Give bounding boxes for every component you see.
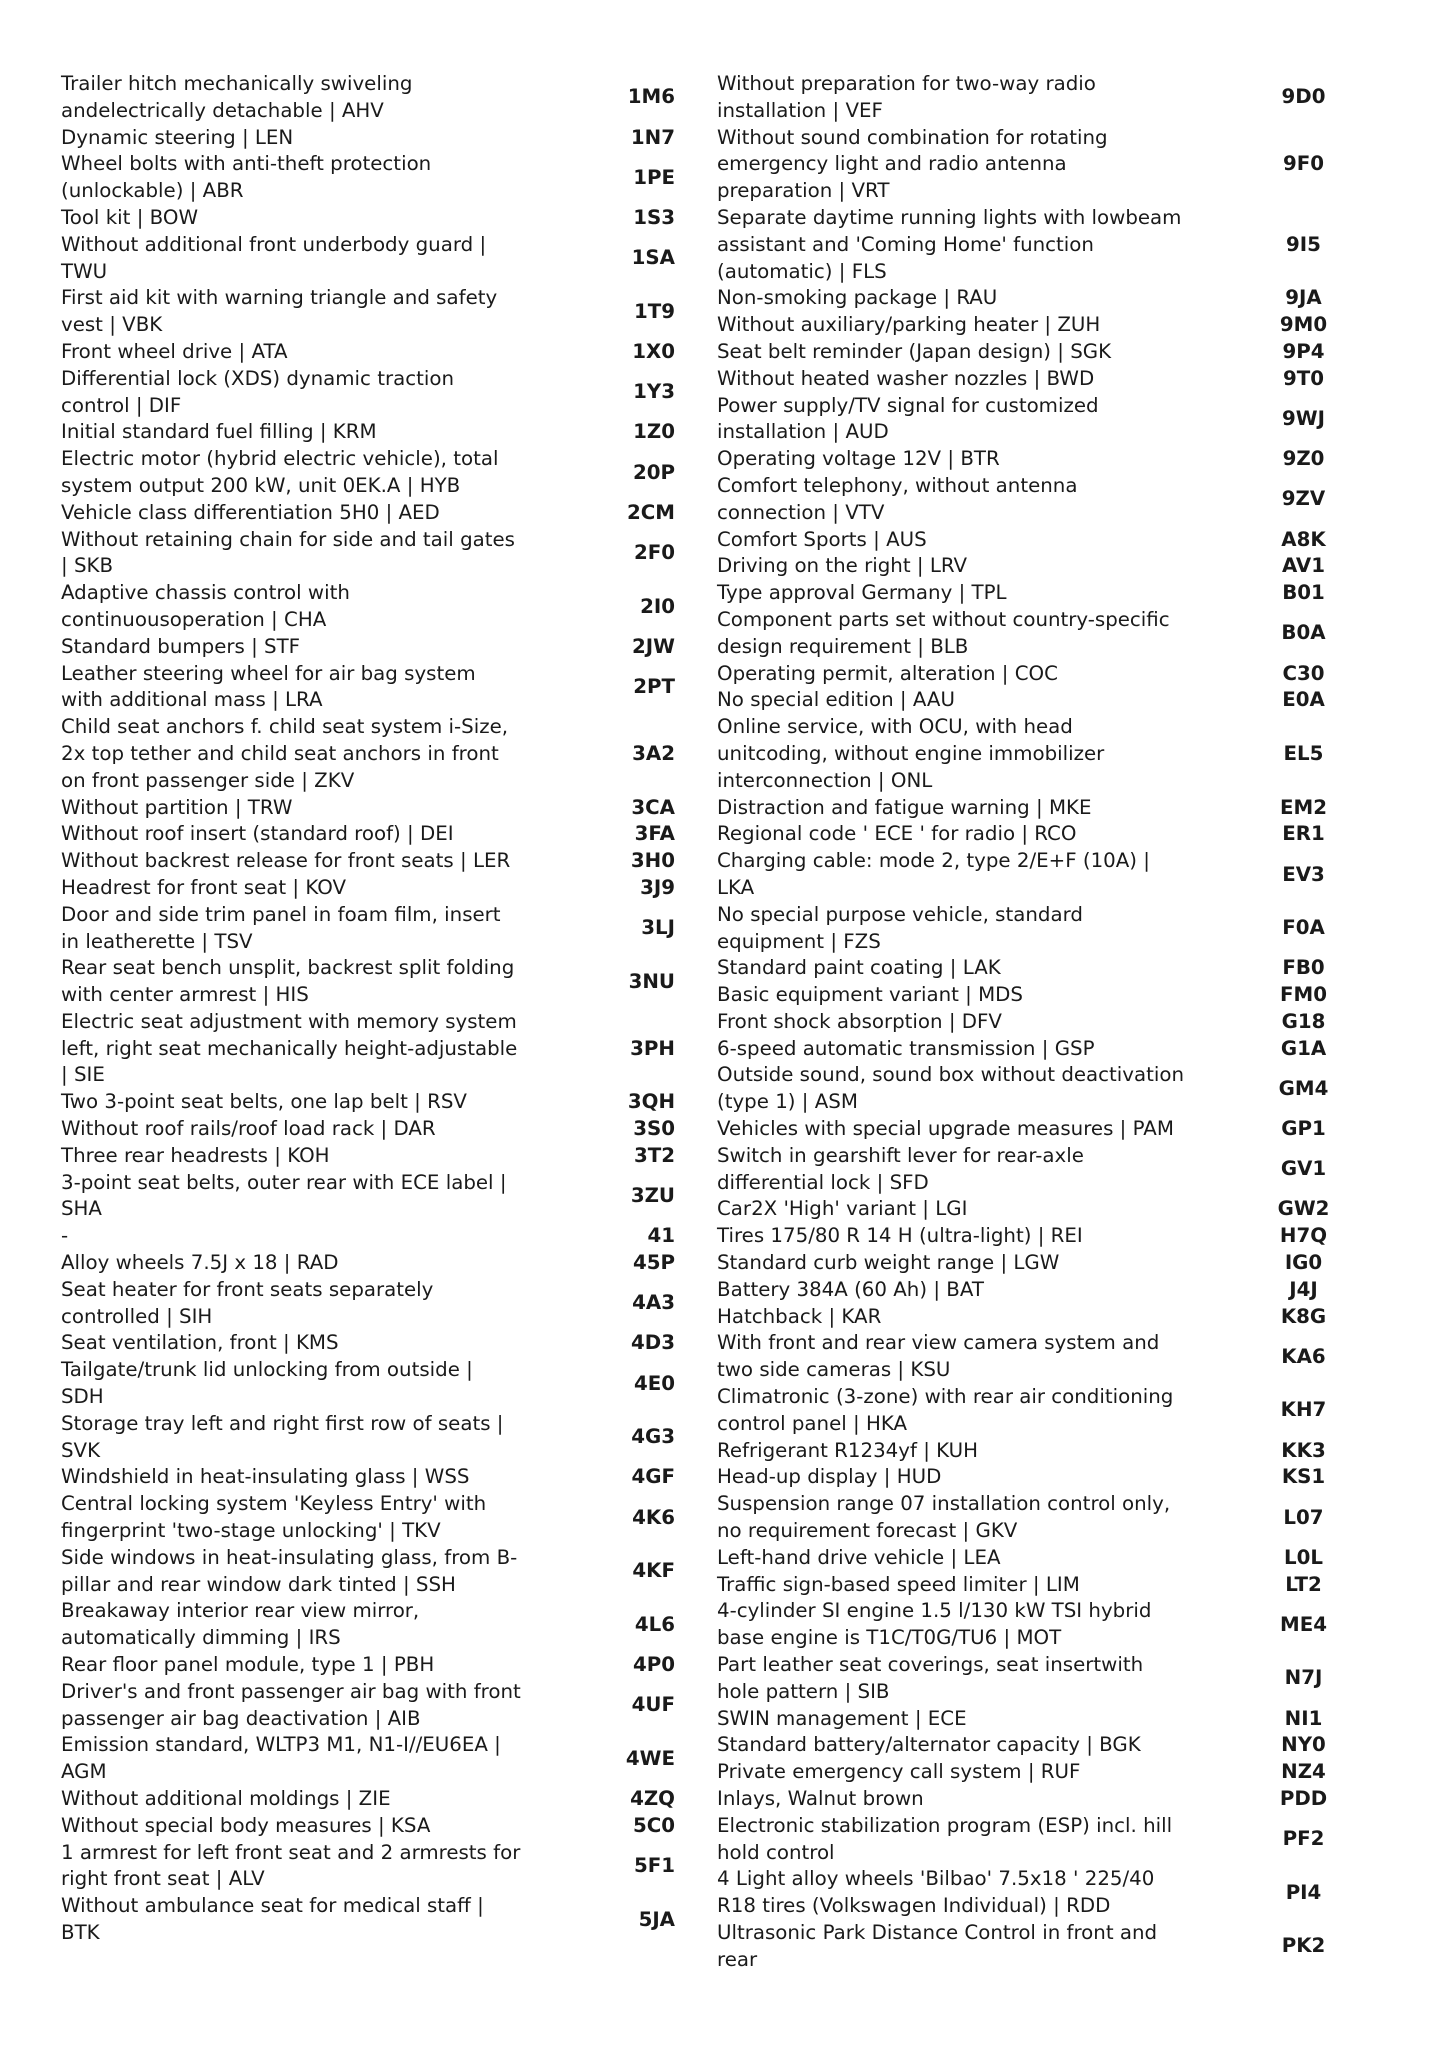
option-description: Car2X 'High' variant | LGI — [717, 1197, 968, 1221]
option-description: Without special body measures | KSA — [61, 1813, 431, 1837]
option-description: Without backrest release for front seats | LER — [61, 849, 511, 873]
option-description: Three rear headrests | KOH — [61, 1143, 330, 1167]
option-code: 2PT — [633, 674, 675, 698]
option-code: F0A — [1282, 916, 1325, 940]
option-row — [61, 1411, 761, 1465]
option-code: 4D3 — [631, 1331, 675, 1355]
option-code: 3FA — [634, 822, 675, 846]
option-description: Basic equipment variant | MDS — [717, 983, 1023, 1007]
option-row — [717, 1813, 1370, 1867]
option-description: Breakaway interior rear view mirror, automatically dimming | IRS — [61, 1599, 420, 1650]
option-description: Driving on the right | LRV — [717, 554, 968, 578]
option-row — [61, 661, 761, 715]
option-description: Battery 384A (60 Ah) | BAT — [717, 1277, 984, 1301]
option-description: Vehicle class differentiation 5H0 | AED — [61, 500, 440, 524]
option-row — [717, 1116, 1370, 1143]
option-code: PI4 — [1285, 1880, 1322, 1904]
option-code: PF2 — [1282, 1827, 1325, 1851]
option-description: Without auxiliary/parking heater | ZUH — [717, 313, 1101, 337]
option-row — [717, 1277, 1370, 1304]
option-row — [717, 527, 1370, 554]
option-code: FM0 — [1280, 983, 1327, 1007]
option-description: Comfort Sports | AUS — [717, 527, 927, 551]
option-code: ME4 — [1280, 1612, 1327, 1636]
option-row — [717, 71, 1370, 125]
option-row — [61, 1009, 761, 1089]
option-row — [717, 795, 1370, 822]
option-description: Hatchback | KAR — [717, 1304, 882, 1328]
option-description: Trailer hitch mechanically swiveling andelectrically detachable | AHV — [61, 72, 413, 122]
option-row — [61, 580, 761, 634]
option-code: 4G3 — [631, 1425, 675, 1449]
option-code: 3QH — [627, 1090, 675, 1114]
option-code: 9WJ — [1282, 406, 1325, 430]
option-code: PK2 — [1281, 1934, 1326, 1958]
option-row — [717, 982, 1370, 1009]
option-description: Alloy wheels 7.5J x 18 | RAD — [61, 1251, 339, 1275]
option-description: Storage tray left and right first row of seats | SVK — [61, 1411, 504, 1462]
option-row — [717, 1786, 1370, 1813]
option-code: N7J — [1284, 1666, 1323, 1690]
option-row — [61, 366, 761, 420]
option-row — [61, 848, 761, 875]
option-row — [61, 875, 761, 902]
option-code: 2I0 — [640, 594, 675, 618]
option-description: Dynamic steering | LEN — [61, 125, 294, 149]
option-row — [717, 1732, 1370, 1759]
option-description: Rear floor panel module, type 1 | PBH — [61, 1653, 435, 1677]
option-code: 3T2 — [633, 1143, 675, 1167]
option-row — [61, 955, 761, 1009]
option-code: 3CA — [631, 795, 675, 819]
option-row — [717, 1223, 1370, 1250]
option-row — [61, 500, 761, 527]
option-row — [61, 1330, 761, 1357]
option-code: A8K — [1281, 527, 1326, 551]
option-description: 1 armrest for left front seat and 2 armrests for right front seat | ALV — [61, 1840, 521, 1891]
option-code: 9T0 — [1282, 366, 1325, 390]
option-code: 2JW — [632, 634, 675, 658]
option-description: 4-cylinder SI engine 1.5 l/130 kW TSI hybrid base engine is T1C/T0G/TU6 | MOT — [717, 1599, 1152, 1650]
option-code: NZ4 — [1281, 1760, 1326, 1784]
option-row — [717, 661, 1370, 688]
option-code: EV3 — [1282, 862, 1325, 886]
option-code: 4WE — [625, 1746, 675, 1770]
option-row — [61, 151, 761, 205]
option-row — [61, 446, 761, 500]
option-code: 3J9 — [640, 875, 675, 899]
option-code: C30 — [1282, 661, 1325, 685]
option-code: 4KF — [632, 1559, 675, 1583]
option-row — [717, 553, 1370, 580]
option-description: 4 Light alloy wheels 'Bilbao' 7.5x18 ' 225/40 R18 tires (Volkswagen Individual) | RDD — [717, 1867, 1155, 1918]
option-description: - — [61, 1224, 69, 1248]
option-row — [61, 1116, 761, 1143]
option-code: 9ZV — [1281, 487, 1326, 511]
option-description: Without sound combination for rotating emergency light and radio antenna preparation | VRT — [717, 125, 1108, 203]
option-description: Differential lock (XDS) dynamic traction control | DIF — [61, 366, 454, 417]
option-code: 1T9 — [633, 299, 675, 323]
option-row — [717, 366, 1370, 393]
option-description: Seat heater for front seats separately controlled | SIH — [61, 1277, 434, 1328]
option-code: 2F0 — [633, 540, 675, 564]
option-code: 1N7 — [630, 125, 675, 149]
option-row — [717, 714, 1370, 794]
option-description: With front and rear view camera system and two side cameras | KSU — [717, 1331, 1160, 1382]
option-code: E0A — [1282, 688, 1325, 712]
option-row — [717, 848, 1370, 902]
option-row — [717, 1304, 1370, 1331]
option-code: LT2 — [1285, 1572, 1322, 1596]
option-description: Without heated washer nozzles | BWD — [717, 366, 1095, 390]
option-code: 4A3 — [632, 1291, 675, 1315]
option-row — [717, 1143, 1370, 1197]
option-row — [717, 1920, 1370, 1974]
option-code: NI1 — [1284, 1706, 1323, 1730]
option-description: Component parts set without country-specific design requirement | BLB — [717, 607, 1170, 658]
option-row — [717, 1706, 1370, 1733]
option-row — [61, 1491, 761, 1545]
option-description: Front shock absorption | DFV — [717, 1009, 1002, 1033]
option-code: FB0 — [1282, 956, 1325, 980]
option-row — [61, 232, 761, 286]
option-description: Without partition | TRW — [61, 795, 293, 819]
option-code: 3NU — [628, 969, 675, 993]
option-description: Refrigerant R1234yf | KUH — [717, 1438, 978, 1462]
option-description: Windshield in heat-insulating glass | WSS — [61, 1465, 470, 1489]
option-code: 1M6 — [627, 85, 675, 109]
option-code: KK3 — [1281, 1438, 1326, 1462]
option-description: Electric motor (hybrid electric vehicle), total system output 200 kW, unit 0EK.A | HYB — [61, 447, 499, 497]
option-description: Comfort telephony, without antenna connection | VTV — [717, 473, 1078, 524]
option-description: Power supply/TV signal for customized installation | AUD — [717, 393, 1099, 444]
option-code: GP1 — [1281, 1117, 1326, 1141]
option-row — [61, 1357, 761, 1411]
option-code: 4ZQ — [630, 1787, 675, 1810]
option-row — [61, 1813, 761, 1840]
option-code: 4K6 — [632, 1505, 675, 1529]
option-code: 9D0 — [1281, 85, 1326, 109]
option-row — [61, 1598, 761, 1652]
right-column — [717, 71, 1370, 1974]
option-description: No special purpose vehicle, standard equipment | FZS — [717, 902, 1083, 953]
option-row — [717, 1545, 1370, 1572]
option-code: IG0 — [1284, 1251, 1323, 1275]
option-code: 4UF — [631, 1693, 675, 1717]
option-description: Switch in gearshift lever for rear-axle differential lock | SFD — [717, 1143, 1084, 1194]
option-description: Adaptive chassis control with continuousoperation | CHA — [61, 581, 350, 631]
option-description: Distraction and fatigue warning | MKE — [717, 795, 1092, 819]
option-code: L07 — [1283, 1505, 1324, 1529]
option-code: 1X0 — [632, 339, 675, 363]
option-row — [61, 125, 761, 152]
option-row — [717, 1652, 1370, 1706]
option-description: Ultrasonic Park Distance Control in front and rear — [717, 1920, 1158, 1971]
option-row — [61, 1143, 761, 1170]
option-row — [717, 902, 1370, 956]
option-description: Two 3-point seat belts, one lap belt | RSV — [61, 1090, 467, 1114]
option-description: Without additional front underbody guard | TWU — [61, 232, 487, 283]
option-row — [717, 955, 1370, 982]
option-description: Wheel bolts with anti-theft protection (unlockable) | ABR — [61, 152, 432, 203]
option-row — [717, 339, 1370, 366]
option-code: 9I5 — [1286, 232, 1321, 256]
option-row — [717, 1384, 1370, 1438]
option-row — [61, 634, 761, 661]
option-row — [717, 580, 1370, 607]
option-row — [61, 1545, 761, 1599]
option-row — [61, 821, 761, 848]
option-description: Online service, with OCU, with head unitcoding, without engine immobilizer interconnection | ONL — [717, 715, 1105, 792]
option-row — [61, 902, 761, 956]
option-row — [717, 473, 1370, 527]
option-row — [717, 1330, 1370, 1384]
option-code: 3ZU — [630, 1184, 675, 1208]
option-row — [717, 1062, 1370, 1116]
option-description: Inlays, Walnut brown — [717, 1787, 924, 1810]
option-description: Seat ventilation, front | KMS — [61, 1331, 339, 1355]
option-code: 41 — [647, 1224, 675, 1248]
option-code: 5JA — [638, 1907, 675, 1931]
option-row — [717, 1572, 1370, 1599]
option-code: 9F0 — [1282, 152, 1325, 176]
option-description: Electric seat adjustment with memory system left, right seat mechanically height-adjustable | SIE — [61, 1009, 518, 1087]
option-description: Standard battery/alternator capacity | BGK — [717, 1733, 1141, 1757]
option-description: Outside sound, sound box without deactivation (type 1) | ASM — [717, 1063, 1185, 1114]
option-row — [717, 285, 1370, 312]
option-code: 9M0 — [1279, 313, 1328, 337]
option-row — [61, 714, 761, 794]
option-row — [717, 607, 1370, 661]
option-description: Regional code ' ECE ' for radio | RCO — [717, 822, 1077, 846]
option-row — [717, 1196, 1370, 1223]
option-code: G18 — [1281, 1009, 1326, 1033]
option-row — [717, 1759, 1370, 1786]
option-description: Emission standard, WLTP3 M1, N1-I//EU6EA | AGM — [61, 1733, 501, 1784]
option-description: Without roof rails/roof load rack | DAR — [61, 1117, 436, 1141]
option-description: Tires 175/80 R 14 H (ultra-light) | REI — [717, 1224, 1083, 1248]
option-code: 4P0 — [632, 1653, 675, 1677]
option-description: Type approval Germany | TPL — [717, 581, 1007, 605]
option-row — [717, 205, 1370, 285]
option-row — [61, 1840, 761, 1894]
option-description: Operating permit, alteration | COC — [717, 661, 1058, 685]
option-row — [717, 821, 1370, 848]
option-description: Without roof insert (standard roof) | DEI — [61, 822, 454, 846]
option-description: Initial standard fuel filling | KRM — [61, 420, 377, 444]
option-description: Seat belt reminder (Japan design) | SGK — [717, 339, 1112, 363]
option-row — [61, 1786, 761, 1813]
option-code: 3S0 — [633, 1117, 675, 1141]
option-code: 2CM — [627, 500, 675, 524]
option-code: 3A2 — [632, 741, 675, 765]
option-row — [61, 1250, 761, 1277]
option-row — [61, 1170, 761, 1224]
option-row — [61, 1223, 761, 1250]
option-row — [717, 446, 1370, 473]
option-description: Without preparation for two-way radio installation | VEF — [717, 72, 1096, 122]
option-code: PDD — [1279, 1787, 1328, 1810]
option-code: 1Y3 — [633, 380, 675, 404]
option-row — [61, 419, 761, 446]
option-description: Charging cable: mode 2, type 2/E+F (10A) | LKA — [717, 849, 1150, 899]
option-description: Without additional moldings | ZIE — [61, 1787, 391, 1810]
option-code: NY0 — [1281, 1733, 1326, 1757]
option-description: 6-speed automatic transmission | GSP — [717, 1036, 1095, 1060]
option-description: Part leather seat coverings, seat insertwith hole pattern | SIB — [717, 1653, 1144, 1703]
option-code: 1PE — [633, 165, 675, 189]
option-code: 1Z0 — [633, 420, 675, 444]
option-code: 5F1 — [633, 1853, 675, 1877]
option-code: L0L — [1284, 1545, 1323, 1569]
option-row — [717, 125, 1370, 205]
option-code: GW2 — [1277, 1197, 1330, 1221]
option-code: 4E0 — [633, 1371, 675, 1395]
option-row — [61, 1652, 761, 1679]
option-description: Standard curb weight range | LGW — [717, 1251, 1060, 1275]
option-code: 20P — [632, 460, 675, 484]
option-code: 5C0 — [632, 1813, 675, 1837]
option-description: Private emergency call system | RUF — [717, 1760, 1081, 1784]
option-code: GV1 — [1280, 1157, 1327, 1181]
option-row — [61, 1464, 761, 1491]
option-code: 4L6 — [634, 1612, 675, 1636]
option-row — [717, 312, 1370, 339]
option-description: Standard paint coating | LAK — [717, 956, 1001, 980]
option-description: Without ambulance seat for medical staff | BTK — [61, 1894, 484, 1944]
option-code: EM2 — [1280, 795, 1327, 819]
option-code: GM4 — [1278, 1076, 1329, 1100]
option-description: Separate daytime running lights with lowbeam assistant and 'Coming Home' function (automatic) | FLS — [717, 205, 1182, 283]
option-row — [717, 687, 1370, 714]
option-description: Tailgate/trunk lid unlocking from outside | SDH — [61, 1358, 473, 1409]
option-description: Standard bumpers | STF — [61, 634, 301, 658]
option-code: 9Z0 — [1282, 447, 1325, 471]
option-description: SWIN management | ECE — [717, 1706, 967, 1730]
option-row — [61, 1893, 761, 1947]
option-description: 3-point seat belts, outer rear with ECE label | SHA — [61, 1170, 507, 1221]
option-code: H7Q — [1279, 1224, 1328, 1248]
option-code: 3PH — [630, 1036, 675, 1060]
option-description: Driver's and front passenger air bag with front passenger air bag deactivation | AIB — [61, 1679, 521, 1730]
option-description: Operating voltage 12V | BTR — [717, 447, 1000, 471]
option-code: 9P4 — [1282, 339, 1325, 363]
option-code: 1S3 — [633, 205, 675, 229]
option-description: Headrest for front seat | KOV — [61, 875, 347, 899]
option-code: 1SA — [631, 246, 675, 270]
option-row — [61, 795, 761, 822]
option-row — [61, 205, 761, 232]
option-description: Tool kit | BOW — [61, 205, 199, 229]
option-code: 3LJ — [641, 916, 675, 940]
option-description: Rear seat bench unsplit, backrest split folding with center armrest | HIS — [61, 956, 515, 1007]
option-code: EL5 — [1283, 741, 1324, 765]
option-code: G1A — [1280, 1036, 1327, 1060]
option-code: K8G — [1280, 1304, 1327, 1328]
option-row — [61, 71, 761, 125]
option-row — [717, 1438, 1370, 1465]
option-row — [717, 1009, 1370, 1036]
option-row — [61, 339, 761, 366]
option-description: Leather steering wheel for air bag system with additional mass | LRA — [61, 661, 476, 712]
option-row — [61, 1732, 761, 1786]
option-description: Vehicles with special upgrade measures | PAM — [717, 1117, 1174, 1141]
option-description: Front wheel drive | ATA — [61, 339, 288, 363]
option-description: Child seat anchors f. child seat system i-Size, 2x top tether and child seat anchors in front on front passenger side | ZKV — [61, 715, 509, 792]
option-description: Central locking system 'Keyless Entry' with fingerprint 'two-stage unlocking' | TKV — [61, 1492, 487, 1543]
option-row — [717, 1598, 1370, 1652]
option-description: Head-up display | HUD — [717, 1465, 942, 1489]
option-code: KH7 — [1280, 1398, 1327, 1422]
option-row — [717, 393, 1370, 447]
option-code: ER1 — [1282, 822, 1325, 846]
option-row — [61, 1089, 761, 1116]
option-description: No special edition | AAU — [717, 688, 955, 712]
option-description: Left-hand drive vehicle | LEA — [717, 1545, 1001, 1569]
option-description: Without retaining chain for side and tail gates | SKB — [61, 527, 515, 578]
option-row — [61, 285, 761, 339]
option-code: 45P — [632, 1251, 675, 1275]
option-code: KS1 — [1281, 1465, 1326, 1489]
option-row — [61, 1277, 761, 1331]
option-description: Door and side trim panel in foam film, insert in leatherette | TSV — [61, 902, 501, 953]
option-code: KA6 — [1281, 1344, 1326, 1368]
option-row — [717, 1464, 1370, 1491]
option-description: Non-smoking package | RAU — [717, 286, 998, 310]
option-description: Side windows in heat-insulating glass, from B-pillar and rear window dark tinted | SSH — [61, 1545, 518, 1596]
option-row — [717, 1250, 1370, 1277]
option-description: Climatronic (3-zone) with rear air conditioning control panel | HKA — [717, 1385, 1174, 1435]
option-code: AV1 — [1281, 554, 1326, 578]
option-row — [61, 1679, 761, 1733]
option-description: Electronic stabilization program (ESP) incl. hill hold control — [717, 1813, 1173, 1864]
option-code: 4GF — [631, 1465, 675, 1489]
option-code: J4J — [1289, 1277, 1318, 1301]
left-column — [61, 71, 761, 1947]
option-row — [61, 527, 761, 581]
option-row — [717, 1036, 1370, 1063]
option-code: B01 — [1282, 581, 1325, 605]
option-code: 3H0 — [630, 849, 675, 873]
option-code: B0A — [1281, 621, 1326, 645]
option-code: 9JA — [1285, 286, 1322, 310]
option-description: Traffic sign-based speed limiter | LIM — [717, 1572, 1080, 1596]
option-row — [717, 1491, 1370, 1545]
option-row — [717, 1866, 1370, 1920]
option-description: First aid kit with warning triangle and safety vest | VBK — [61, 286, 498, 337]
option-description: Suspension range 07 installation control only, no requirement forecast | GKV — [717, 1492, 1171, 1543]
